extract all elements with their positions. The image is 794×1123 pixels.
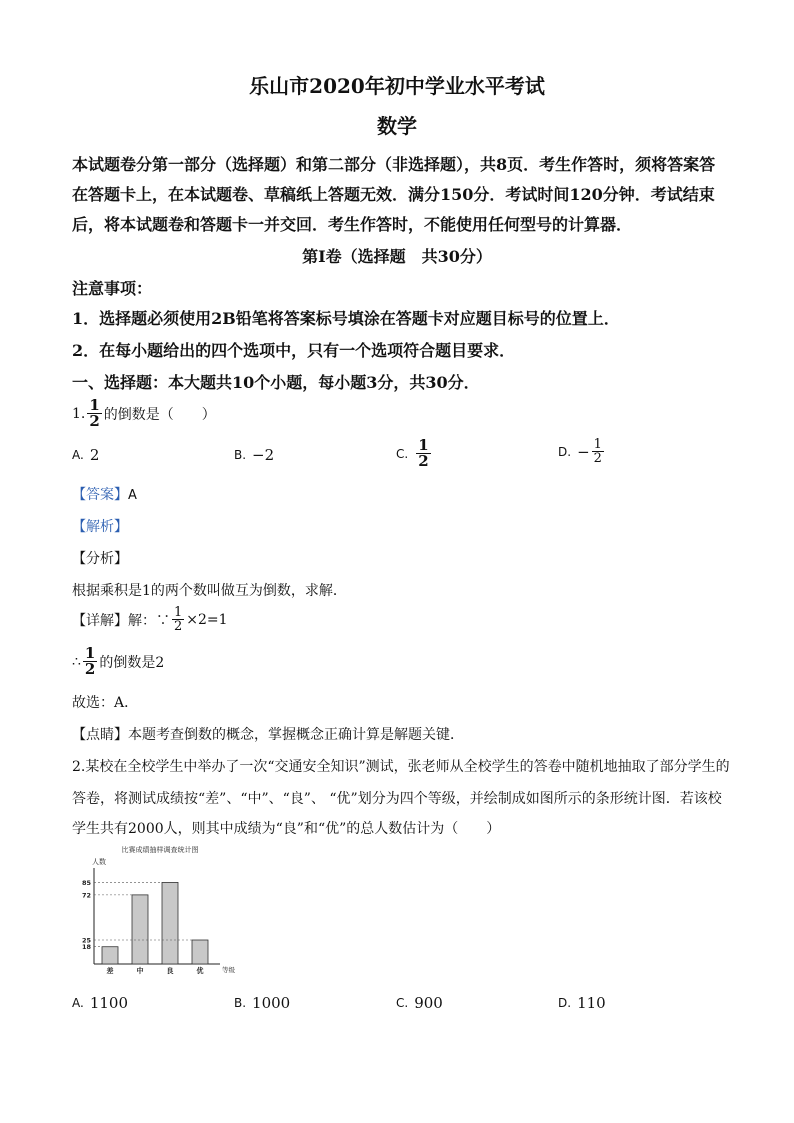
q1-number: 1.	[72, 405, 86, 422]
intro-line-3: 后，将本试题卷和答题卡一并交回．考生作答时，不能使用任何型号的计算器．	[72, 215, 633, 234]
q1-fraction: $\frac{1}{2}$	[89, 396, 100, 430]
chart-ylabel: 人数	[92, 858, 106, 866]
chart-x-tick-1: 中	[136, 967, 144, 975]
q2-option-c[interactable]: C. 900	[396, 994, 443, 1012]
q1-therefore: ∴ $\frac{1}{2}$ 的倒数是2	[72, 644, 165, 678]
q2-option-a[interactable]: A. 1100	[72, 994, 128, 1012]
chart-y-tick-0: 18	[81, 943, 91, 952]
q2-option-b[interactable]: B. 1000	[234, 994, 291, 1012]
q1-option-d[interactable]: D. − $\frac{1}{2}$	[558, 437, 602, 466]
q1-detail: 【详解】 解：∵ $\frac{1}{2}$ ×2=1	[72, 605, 228, 634]
chart-bar-1	[132, 895, 148, 964]
q1-stem-text: 的倒数是（ ）	[103, 406, 216, 423]
q1-fenxi-tag: 【分析】	[72, 551, 128, 567]
chart-x-tick-3: 优	[196, 967, 204, 975]
chart-bar-0	[102, 947, 118, 964]
q1-option-c[interactable]: C. $\frac{1}{2}$	[396, 436, 429, 470]
subject-title: 数学	[377, 114, 417, 138]
q1-stem	[72, 398, 216, 429]
q1-option-b[interactable]: B. −2	[234, 446, 275, 464]
q1-comment: 【点睛】本题考查倒数的概念，掌握概念正确计算是解题关键．	[72, 727, 464, 743]
chart-y-tick-3: 85	[81, 878, 91, 887]
chart-x-tick-2: 良	[166, 967, 174, 975]
q2-stem-line-1: 2.某校在全校学生中举办了一次“交通安全知识”测试，张老师从全校学生的答卷中随机地抽取了部分学生的	[72, 759, 730, 775]
chart-bar-3	[192, 940, 208, 964]
chart-y-tick-1: 25	[81, 936, 91, 945]
chart-x-tick-0: 差	[106, 967, 114, 975]
intro-line-1: 本试题卷分第一部分（选择题）和第二部分（非选择题），共8页．考生作答时，须将答案答	[72, 155, 716, 174]
chart-bar-2	[162, 882, 178, 964]
q1-fenxi-text: 根据乘积是1的两个数叫做互为倒数，求解．	[72, 583, 347, 599]
q1-answer: 【答案】A	[72, 487, 137, 503]
bar-chart	[70, 842, 250, 984]
q1-analysis-tag: 【解析】	[72, 519, 128, 535]
note-1: 1．选择题必须使用2B铅笔将答案标号填涂在答题卡对应题目标号的位置上．	[72, 309, 620, 328]
page-title: 乐山市2020年初中学业水平考试	[249, 74, 545, 98]
section-title: 一、选择题：本大题共10个小题，每小题3分，共30分．	[72, 373, 480, 392]
q1-choose: 故选：A．	[72, 695, 139, 711]
notes-title: 注意事项：	[72, 279, 153, 298]
intro-line-2: 在答题卡上，在本试题卷、草稿纸上答题无效．满分150分．考试时间120分钟．考试结束	[72, 185, 715, 204]
chart-xlabel: 等级	[222, 966, 235, 974]
chart-title: 比赛成绩抽样调查统计图	[121, 846, 199, 854]
q2-stem-line-2: 答卷，将测试成绩按“差”、“中”、“良”、 “优”划分为四个等级，并绘制成如图所示的条形统计图．若该校	[72, 791, 722, 807]
q2-stem-line-3: 学生共有2000人，则其中成绩为“良”和“优”的总人数估计为（ ）	[72, 821, 501, 837]
q1-option-a[interactable]: A. 2	[72, 446, 100, 464]
chart-y-tick-2: 72	[81, 891, 91, 900]
part-title: 第Ⅰ卷（选择题 共30分）	[302, 247, 492, 266]
note-2: 2．在每小题给出的四个选项中，只有一个选项符合题目要求．	[72, 341, 516, 360]
q2-option-d[interactable]: D. 110	[558, 994, 606, 1012]
